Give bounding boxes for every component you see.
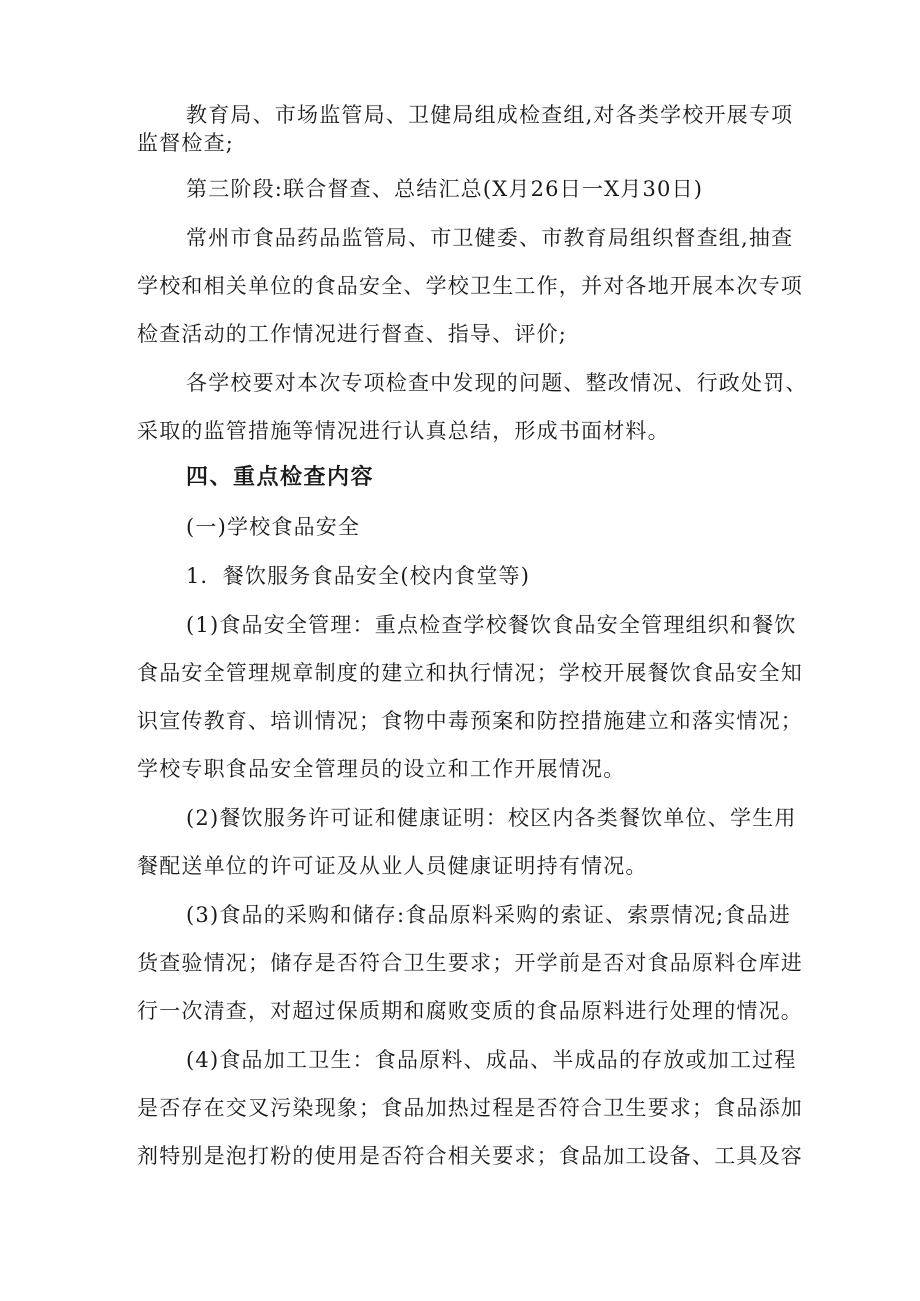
item-title: 1．餐饮服务食品安全(校内食堂等) — [186, 564, 531, 588]
paragraph-line: 第三阶段:联合督查、总结汇总(X月26日一X月30日) — [186, 177, 704, 201]
section-heading: 四、重点检查内容 — [186, 465, 375, 490]
paragraph-line: 是否存在交叉污染现象；食品加热过程是否符合卫生要求；食品添加 — [137, 1096, 803, 1120]
paragraph-line: (3)食品的采购和储存:食品原料采购的索证、索票情况;食品进 — [186, 903, 791, 927]
paragraph-line: (2)餐饮服务许可证和健康证明：校区内各类餐饮单位、学生用 — [186, 806, 797, 830]
paragraph-line: 食品安全管理规章制度的建立和执行情况；学校开展餐饮食品安全知 — [137, 661, 803, 685]
paragraph-line: 教育局、市场监管局、卫健局组成检查组,对各类学校开展专项 — [186, 103, 794, 127]
paragraph-line: 采取的监管措施等情况进行认真总结，形成书面材料。 — [137, 419, 670, 443]
paragraph-line: 餐配送单位的许可证及从业人员健康证明持有情况。 — [137, 854, 648, 878]
paragraph-line: 剂特别是泡打粉的使用是否符合相关要求；食品加工设备、工具及容 — [137, 1144, 803, 1168]
paragraph-line: 学校专职食品安全管理员的设立和工作开展情况。 — [137, 757, 626, 781]
paragraph-line: (1)食品安全管理：重点检查学校餐饮食品安全管理组织和餐饮 — [186, 613, 797, 637]
paragraph-line: 监督检查; — [137, 131, 235, 155]
paragraph-line: (4)食品加工卫生：食品原料、成品、半成品的存放或加工过程 — [186, 1048, 797, 1072]
paragraph-line: 学校和相关单位的食品安全、学校卫生工作，并对各地开展本次专项 — [137, 274, 803, 298]
paragraph-line: 识宣传教育、培训情况；食物中毒预案和防控措施建立和落实情况； — [137, 709, 803, 733]
paragraph-line: 货查验情况；储存是否符合卫生要求；开学前是否对食品原料仓库进 — [137, 951, 803, 975]
paragraph-line: 各学校要对本次专项检查中发现的问题、整改情况、行政处罚、 — [186, 371, 808, 395]
subsection-title: (一)学校食品安全 — [186, 515, 361, 539]
paragraph-line: 常州市食品药品监管局、市卫健委、市教育局组织督查组,抽查 — [186, 226, 794, 250]
paragraph-line: 检查活动的工作情况进行督查、指导、评价; — [137, 322, 568, 346]
paragraph-line: 行一次清查，对超过保质期和腐败变质的食品原料进行处理的情况。 — [137, 999, 803, 1023]
